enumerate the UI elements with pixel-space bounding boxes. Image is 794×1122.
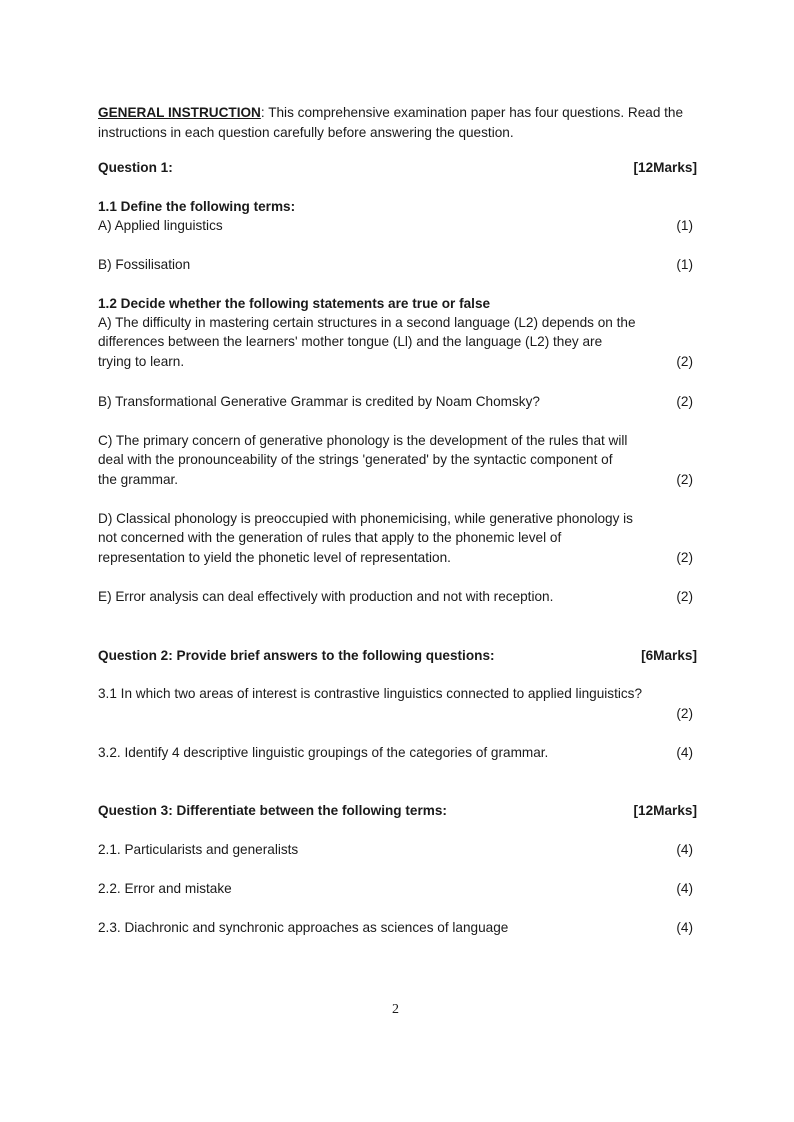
item-marks: (4) <box>676 842 693 857</box>
item-marks: (2) <box>676 472 693 487</box>
item-marks: (4) <box>676 920 693 935</box>
item-marks: (4) <box>676 881 693 896</box>
item-1-2-e: E) Error analysis can deal effectively with production and not with reception. <box>98 589 554 604</box>
question-1-marks: [12Marks] <box>633 160 697 175</box>
question-1-title: Question 1: <box>98 160 173 175</box>
item-1-2-c: the grammar. <box>98 472 179 487</box>
item-marks: (2) <box>676 354 693 369</box>
section-1-1-heading: 1.1 Define the following terms: <box>98 199 296 214</box>
section-1-2-heading: 1.2 Decide whether the following statements are true or false <box>98 296 491 311</box>
general-instruction-text: : This comprehensive examination paper has four questions. Read the <box>260 105 684 120</box>
item-1-2-c: deal with the pronounceability of the strings 'generated' by the syntactic component of <box>98 452 613 467</box>
item-1-2-d: not concerned with the generation of rules that apply to the phonemic level of <box>98 530 562 545</box>
question-2-marks: [6Marks] <box>641 648 697 663</box>
question-3-marks: [12Marks] <box>633 803 697 818</box>
item-2-2: 2.2. Error and mistake <box>98 881 232 896</box>
item-marks: (2) <box>676 550 693 565</box>
item-1-2-c: C) The primary concern of generative phonology is the development of the rules that will <box>98 433 628 448</box>
item-2-1: 2.1. Particularists and generalists <box>98 842 299 857</box>
item-1-2-d: D) Classical phonology is preoccupied with phonemicising, while generative phonology is <box>98 511 633 526</box>
item-1-2-a: A) The difficulty in mastering certain structures in a second language (L2) depends on the <box>98 315 636 330</box>
item-1-2-a: trying to learn. <box>98 354 185 369</box>
page-number: 2 <box>392 1002 399 1017</box>
item-marks: (2) <box>676 589 693 604</box>
item-1-2-a: differences between the learners' mother tongue (Ll) and the language (L2) they are <box>98 334 603 349</box>
item-marks: (1) <box>676 218 693 233</box>
item-1-1-b: B) Fossilisation <box>98 257 191 272</box>
question-3-title: Question 3: Differentiate between the following terms: <box>98 803 447 818</box>
question-2-title: Question 2: Provide brief answers to the following questions: <box>98 648 495 663</box>
item-marks: (1) <box>676 257 693 272</box>
general-instruction-text-2: instructions in each question carefully before answering the question. <box>98 125 514 140</box>
item-marks: (2) <box>676 706 693 721</box>
general-instruction-label: GENERAL INSTRUCTION <box>98 105 261 120</box>
item-1-2-d: representation to yield the phonetic level of representation. <box>98 550 451 565</box>
item-1-1-a: A) Applied linguistics <box>98 218 223 233</box>
item-2-3: 2.3. Diachronic and synchronic approaches as sciences of language <box>98 920 509 935</box>
item-3-2: 3.2. Identify 4 descriptive linguistic groupings of the categories of grammar. <box>98 745 549 760</box>
item-marks: (4) <box>676 745 693 760</box>
item-marks: (2) <box>676 394 693 409</box>
item-3-1: 3.1 In which two areas of interest is contrastive linguistics connected to applied linguistics? <box>98 686 643 701</box>
item-1-2-b: B) Transformational Generative Grammar is credited by Noam Chomsky? <box>98 394 540 409</box>
